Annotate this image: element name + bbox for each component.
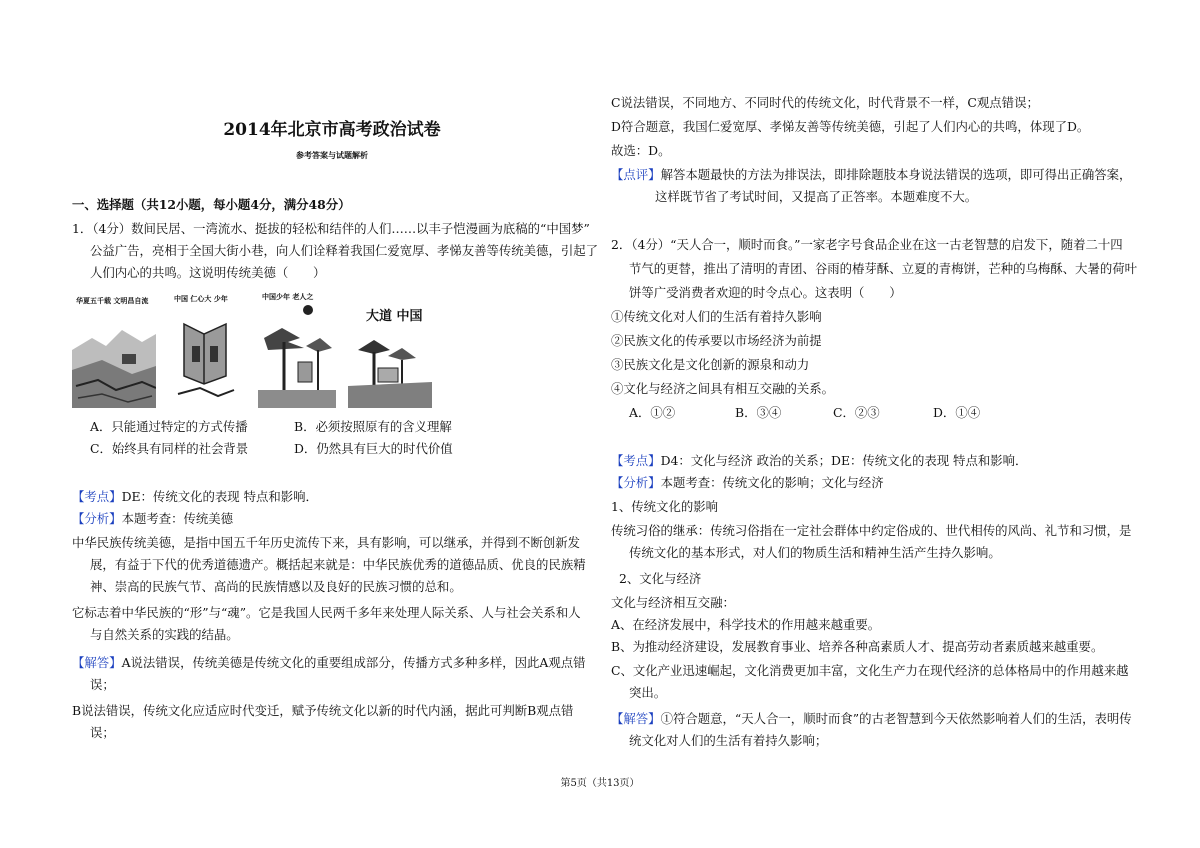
section-heading: 一、选择题（共12小题，每小题4分，满分48分） xyxy=(72,197,351,212)
q1-jieda-d: D符合题意，我国仁爱宽厚、孝悌友善等传统美德，引起了人们内心的共鸣，体现了D。 xyxy=(611,119,1090,134)
tree-sketch-1 xyxy=(258,290,336,408)
q2-stem-line2: 节气的更替，推出了清明的青团、谷雨的椿芽酥、立夏的青梅饼，芒种的乌梅酥、大暑的荷叶 xyxy=(629,261,1138,276)
dianping-text: 解答本题最快的方法为排误法，即排除题肢本身说法错误的选项，即可得出正确答案， xyxy=(660,167,1132,182)
q2-jieda xyxy=(611,708,1132,730)
q1-dianping xyxy=(611,164,1131,186)
tree-sketch-2 xyxy=(348,290,432,408)
illustration-4 xyxy=(348,290,432,408)
q2-h2-b: B、为推动经济建设，发展教育事业、培养各种高素质人才、提高劳动者素质越来越重要。 xyxy=(611,639,1104,654)
q1-para1-line1: 中华民族传统美德，是指中国五千年历史流传下来，具有影响，可以继承，并得到不断创新发 xyxy=(72,535,581,550)
q2-jieda-text: ①符合题意，“天人合一，顺时而食”的古老智慧到今天依然影响着人们的生活，表明传 xyxy=(660,711,1132,726)
fenxi-tag: 【分析】 xyxy=(72,511,122,526)
q2-item-3: ③民族文化是文化创新的源泉和动力 xyxy=(611,357,810,372)
q2-fenxi-text: 本题考查：传统文化的影响；文化与经济 xyxy=(660,475,884,490)
q2-kaodian-text: D4：文化与经济 政治的关系；DE：传统文化的表现 特点和影响． xyxy=(660,453,1028,468)
q2-option-c: C．②③ xyxy=(833,405,880,420)
q1-answer: 故选：D。 xyxy=(611,143,671,158)
q1-stem-line2: 公益广告，亮相于全国大街小巷，向人们诠释着我国仁爱宽厚、孝悌友善等传统美德，引起了 xyxy=(90,243,599,258)
q2-stem-line1: 2．（4分）“天人合一，顺时而食。”一家老字号食品企业在这一古老智慧的启发下，随着二十四 xyxy=(611,237,1123,252)
illustration-2-caption: 中国 仁心大 少年 xyxy=(174,294,228,303)
illustration-3-caption: 中国少年 老人之 xyxy=(262,292,314,301)
q1-jieda-b: B说法错误，传统文化应适应时代变迁，赋予传统文化以新的时代内涵，据此可判断B观点错 xyxy=(72,703,574,718)
q1-para1-line3: 神、崇高的民族气节、高尚的民族情感以及良好的民族习惯的总和。 xyxy=(90,579,462,594)
q1-option-c: C．始终具有同样的社会背景 xyxy=(90,441,249,456)
q1-illustrations xyxy=(72,290,432,410)
q1-kaodian xyxy=(72,486,318,508)
q1-jieda-c: C说法错误，不同地方、不同时代的传统文化，时代背景不一样，C观点错误； xyxy=(611,95,1039,110)
q2-jieda-tag: 【解答】 xyxy=(611,711,661,726)
jieda-a-text: A说法错误，传统美德是传统文化的重要组成部分，传播方式多种多样，因此A观点错 xyxy=(121,655,586,670)
q2-jieda-line2: 统文化对人们的生活有着持久影响； xyxy=(629,733,828,748)
q2-item-2: ②民族文化的传承要以市场经济为前提 xyxy=(611,333,822,348)
q2-fenxi xyxy=(611,472,884,494)
fenxi-text: 本题考查：传统美德 xyxy=(121,511,234,526)
q1-jieda-a xyxy=(72,652,586,674)
q1-option-b: B．必须按照原有的含义理解 xyxy=(294,419,452,434)
illustration-4-caption: 大道 中国 xyxy=(366,309,423,324)
q1-option-a: A．只能通过特定的方式传播 xyxy=(90,419,248,434)
q2-option-b: B．③④ xyxy=(735,405,782,420)
q2-heading-1: 1、传统文化的影响 xyxy=(611,499,719,514)
dianping-tag: 【点评】 xyxy=(611,167,661,182)
q2-item-1: ①传统文化对人们的生活有着持久影响 xyxy=(611,309,822,324)
q1-para2-line2: 与自然关系的实践的结晶。 xyxy=(90,627,239,642)
q1-fenxi xyxy=(72,508,233,530)
q2-option-d: D．①④ xyxy=(933,405,981,420)
q2-h1-para-line2: 传统文化的基本形式，对人们的物质生活和精神生活产生持久影响。 xyxy=(629,545,1001,560)
q2-fenxi-tag: 【分析】 xyxy=(611,475,661,490)
illustration-3 xyxy=(258,290,336,408)
kaodian-tag: 【考点】 xyxy=(72,489,122,504)
book-sketch xyxy=(170,290,240,408)
page-footer: 第5页（共13页） xyxy=(560,778,640,789)
q2-h2-para: 文化与经济相互交融： xyxy=(611,595,735,610)
q2-kaodian xyxy=(611,450,1027,472)
illustration-1 xyxy=(72,290,156,408)
illustration-2 xyxy=(170,290,240,408)
q1-jieda-b-line2: 误； xyxy=(90,725,115,740)
q1-stem-line1: 1．（4分）数间民居、一湾流水、挺拔的轻松和结伴的人们……以丰子恺漫画为底稿的“中国梦” xyxy=(72,221,590,236)
q2-kaodian-tag: 【考点】 xyxy=(611,453,661,468)
kaodian-text: DE：传统文化的表现 特点和影响． xyxy=(121,489,318,504)
landscape-sketch-1 xyxy=(72,290,156,408)
q1-jieda-a-line2: 误； xyxy=(90,677,115,692)
q2-heading-2: 2、文化与经济 xyxy=(619,571,702,586)
illustration-1-caption: 华夏五千载 文明昌自流 xyxy=(76,296,149,305)
q2-h2-c-line1: C、文化产业迅速崛起，文化消费更加丰富，文化生产力在现代经济的总体格局中的作用越来越 xyxy=(611,663,1129,678)
q2-h1-para-line1: 传统习俗的继承：传统习俗指在一定社会群体中约定俗成的、世代相传的风尚、礼节和习惯，是 xyxy=(611,523,1132,538)
q1-dianping-line2: 这样既节省了考试时间，又提高了正答率。本题难度不大。 xyxy=(655,189,978,204)
q2-item-4: ④文化与经济之间具有相互交融的关系。 xyxy=(611,381,835,396)
jieda-tag: 【解答】 xyxy=(72,655,122,670)
q1-stem-line3: 人们内心的共鸣。这说明传统美德（ ） xyxy=(90,265,326,280)
q2-stem-line3: 饼等广受消费者欢迎的时令点心。这表明（ ） xyxy=(629,285,902,300)
q1-para2-line1: 它标志着中华民族的“形”与“魂”。它是我国人民两千多年来处理人际关系、人与社会关系和人 xyxy=(72,605,581,620)
q2-option-a: A．①② xyxy=(629,405,676,420)
q1-option-d: D．仍然具有巨大的时代价值 xyxy=(294,441,453,456)
q2-h2-a: A、在经济发展中，科学技术的作用越来越重要。 xyxy=(611,617,881,632)
page-title: 2014年北京市高考政治试卷 xyxy=(223,120,441,140)
q1-para1-line2: 展，有益于下代的优秀道德遗产。概括起来就是：中华民族优秀的道德品质、优良的民族精 xyxy=(90,557,586,572)
q2-h2-c-line2: 突出。 xyxy=(629,685,667,700)
page-subtitle: 参考答案与试题解析 xyxy=(296,150,368,160)
